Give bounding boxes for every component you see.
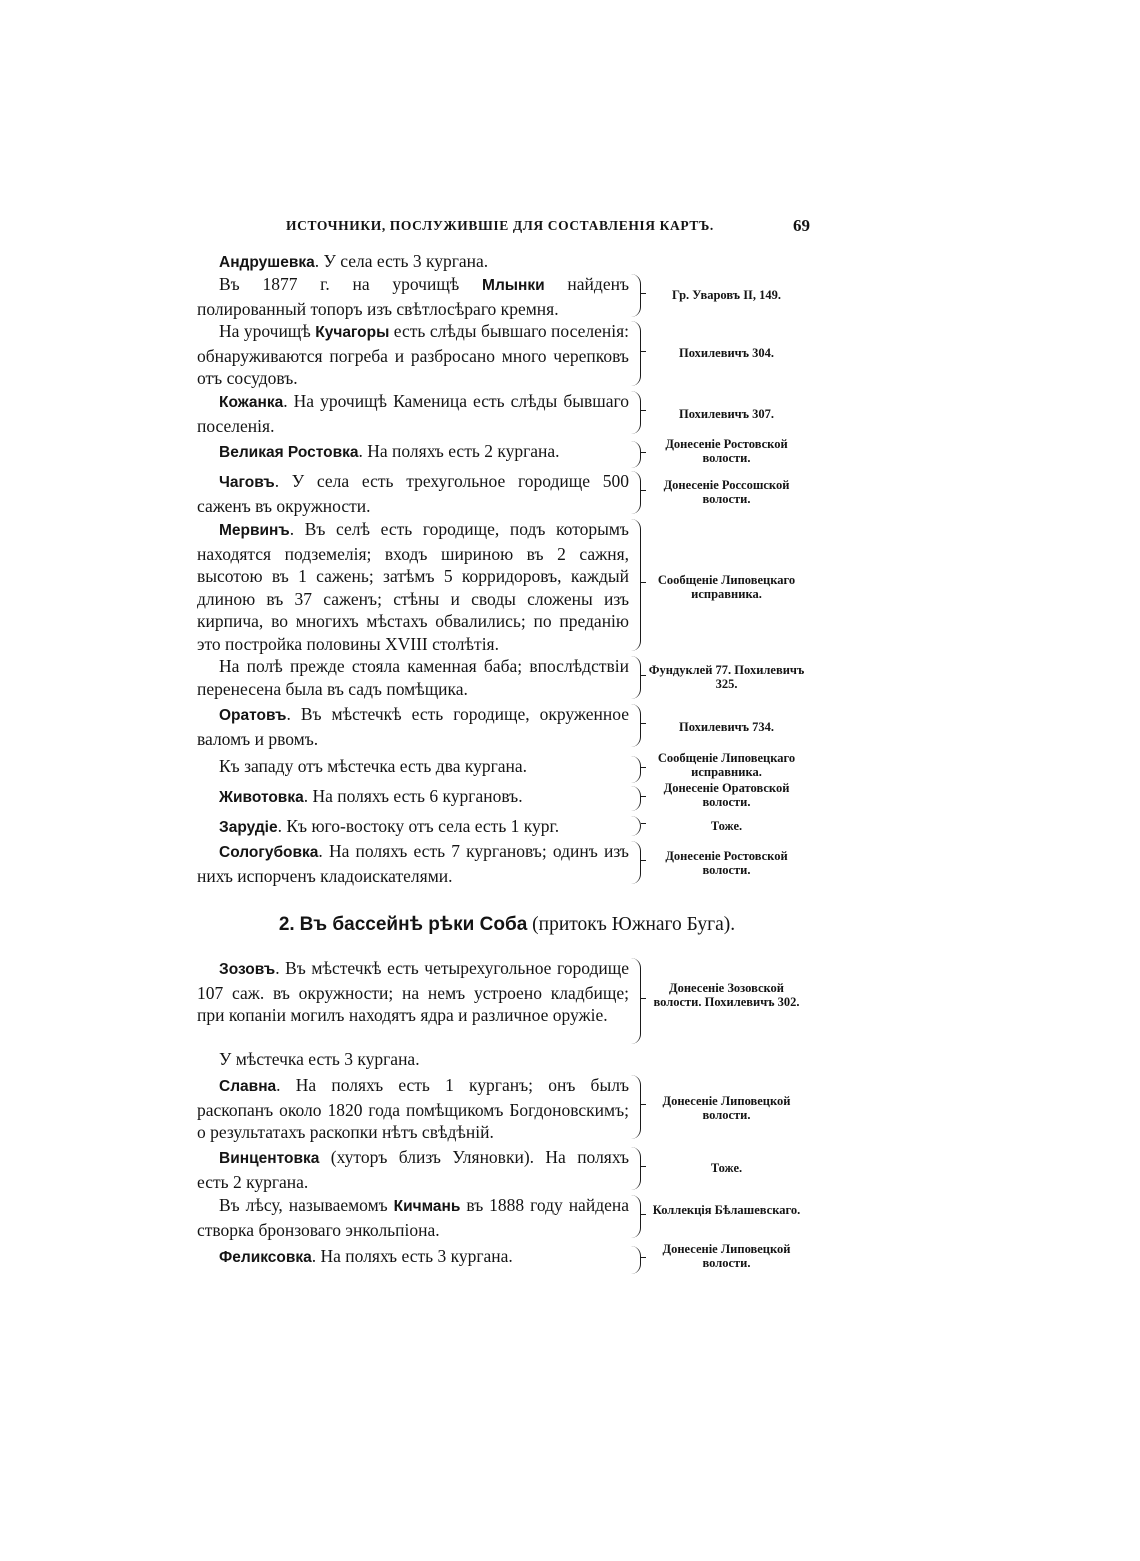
brace [631, 786, 641, 811]
place-name: Винцентовка [219, 1150, 320, 1167]
entry-text: . У села есть 3 кургана. [314, 251, 489, 271]
place-name: Андрушевка [219, 254, 315, 271]
brace [631, 321, 641, 386]
place-name: Животовка [219, 789, 304, 806]
entry-text: найденъ полированный топоръ изъ свѣтлосѣраго кремня. [197, 274, 629, 319]
entry-text: есть слѣды бывшаго поселенія: обнаруживаются погреба и разбросано много черепковъ отъ сосудовъ. [197, 321, 629, 388]
entry-text: . На урочищѣ Каменица есть слѣды бывшаго поселенія. [197, 391, 629, 436]
place-name: Великая Ростовка [219, 444, 359, 461]
brace [631, 841, 641, 884]
brace [631, 519, 641, 651]
entry-text: въ 1888 году найдена створка бронзоваго энкольпіона. [197, 1195, 629, 1240]
place-name: Зозовъ [219, 961, 276, 978]
brace [631, 1147, 641, 1190]
place-name: Млынки [482, 277, 545, 294]
brace [631, 958, 641, 1044]
entry-text-pre: Въ 1877 г. на урочищѣ [219, 274, 483, 294]
brace [631, 471, 641, 514]
brace [631, 1195, 641, 1238]
source-note: Донесеніе Россошской волости. [663, 478, 790, 506]
source-note: Коллекція Бѣлашевскаго. [652, 1203, 801, 1217]
entry-text: (хуторъ близъ Уляновки). На поляхъ есть 2 кургана. [197, 1147, 629, 1192]
entry-text: . На поляхъ есть 6 кургановъ. [303, 786, 523, 806]
source-note: Донесеніе Оратовской волости. [663, 781, 790, 809]
source-note: Фундуклей 77. Похилевичъ 325. [648, 663, 805, 691]
place-name: Сологубовка [219, 844, 319, 861]
source-note: Похилевичъ 304. [679, 346, 774, 360]
source-note: Похилевичъ 734. [679, 720, 774, 734]
source-note: Тоже. [710, 1161, 743, 1175]
entry-text: . Въ мѣстечкѣ есть четырехугольное городище 107 саж. въ окружности; на немъ устроено кладбище; при копаніи могилъ находятъ ядра и различное оружіе. [197, 958, 629, 1025]
entry-text: Къ западу отъ мѣстечка есть два кургана. [219, 756, 528, 776]
page-header [200, 216, 820, 240]
entry-text: . Въ мѣстечкѣ есть городище, окруженное валомъ и рвомъ. [197, 704, 629, 749]
source-note: Тоже. [710, 819, 743, 833]
source-note: Сообщеніе Липовецкаго исправника. [657, 573, 796, 601]
source-note: Донесеніе Зозовской волости. Похилевичъ 302. [653, 981, 800, 1009]
place-name: Зарудіе [219, 819, 278, 836]
place-name: Славна [219, 1078, 277, 1095]
entry-text: У мѣстечка есть 3 кургана. [219, 1049, 420, 1069]
entry-text: . Къ юго-востоку отъ села есть 1 кург. [277, 816, 560, 836]
place-name: Оратовъ [219, 707, 287, 724]
brace [631, 816, 641, 836]
source-note: Гр. Уваровъ II, 149. [671, 288, 782, 302]
entry-text: . На поляхъ есть 1 курганъ; онъ былъ раскопанъ около 1820 года помѣщикомъ Богдоновскимъ; о результатахъ раскопки нѣтъ свѣдѣній. [197, 1075, 629, 1142]
place-name: Феликсовка [219, 1249, 312, 1266]
entry-text: . На поляхъ есть 2 кургана. [358, 441, 560, 461]
source-note: Похилевичъ 307. [679, 407, 774, 421]
source-note: Донесеніе Липовецкой волости. [662, 1094, 791, 1122]
section-number: 2. [278, 914, 295, 935]
source-note: Донесеніе Ростовской волости. [665, 437, 788, 465]
place-name: Кожанка [219, 394, 284, 411]
section-title: Въ бассейнѣ рѣки Соба [299, 914, 528, 935]
source-note: Донесеніе Липовецкой волости. [662, 1242, 791, 1270]
entry-text: . На поляхъ есть 3 кургана. [311, 1246, 513, 1266]
section-heading [197, 914, 817, 936]
source-note: Донесеніе Ростовской волости. [665, 849, 788, 877]
place-name: Мервинъ [219, 522, 290, 539]
entry-text: . Въ селѣ есть городище, подъ которымъ находятся подземелія; входъ шириною въ 2 сажня, высотою въ 1 сажень; затѣмъ 5 корридоровъ, каждый длиною въ 37 саженъ; стѣны и своды сложены изъ кирпича, во многихъ мѣстахъ обвалились; по преданію это постройка половины XVIII столѣтія. [197, 519, 629, 654]
brace [631, 756, 641, 783]
brace [631, 704, 641, 747]
brace [631, 274, 641, 317]
place-name: Кучагоры [315, 324, 390, 341]
entry-text: На полѣ прежде стояла каменная баба; впослѣдствіи перенесена была въ садъ помѣщика. [197, 656, 629, 699]
brace [631, 1246, 641, 1274]
place-name: Кичмань [393, 1198, 461, 1215]
brace [631, 656, 641, 699]
entry-text: . У села есть трехугольное городище 500 саженъ въ окружности. [197, 471, 629, 516]
page-number: 69 [793, 216, 810, 235]
entry-text: . На поляхъ есть 7 кургановъ; одинъ изъ нихъ испорченъ кладоискателями. [197, 841, 629, 886]
entry-text-pre: Въ лѣсу, называемомъ [219, 1195, 394, 1215]
brace [631, 441, 641, 468]
place-name: Чаговъ [219, 474, 275, 491]
entry-text-pre: На урочищѣ [219, 321, 316, 341]
brace [631, 391, 641, 434]
running-title: ИСТОЧНИКИ, ПОСЛУЖИВШІЕ ДЛЯ СОСТАВЛЕНІЯ КАРТЪ. [286, 218, 714, 233]
section-note: (притокъ Южнаго Буга). [532, 914, 736, 935]
brace [631, 1075, 641, 1139]
source-note: Сообщеніе Липовецкаго исправника. [657, 751, 796, 779]
